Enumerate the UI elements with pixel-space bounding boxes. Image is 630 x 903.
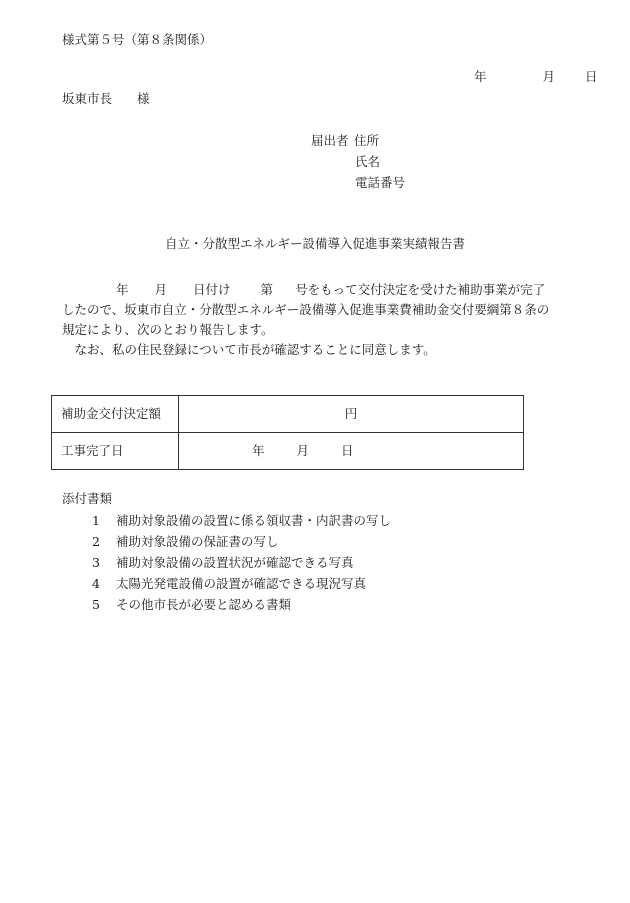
yen-unit: 円	[344, 405, 358, 421]
grant-amount-label: 補助金交付決定額	[52, 396, 179, 433]
form-number: 様式第５号（第８条関係）	[62, 32, 213, 47]
body-line-1	[62, 280, 572, 300]
date-day: 日	[585, 69, 598, 84]
list-item: 5 その他市長が必要と認める書類	[92, 597, 292, 612]
completion-day: 日	[341, 442, 354, 458]
completion-date-field	[179, 433, 524, 470]
body-dai: 第	[260, 282, 274, 297]
completion-month: 月	[296, 442, 310, 458]
submission-date	[474, 71, 598, 84]
date-year: 年	[474, 69, 487, 84]
body-line-2: したので、坂東市自立・分散型エネルギー設備導入促進事業費補助金交付要綱第８条の	[62, 302, 550, 317]
attachments-title: 添付書類	[62, 491, 113, 506]
attachments-list	[92, 514, 391, 619]
list-item: 4 太陽光発電設備の設置が確認できる現況写真	[92, 576, 367, 591]
applicant-name-label: 氏名	[355, 154, 381, 169]
info-table	[51, 395, 524, 470]
table-row	[52, 396, 524, 433]
applicant-label: 届出者	[311, 133, 349, 148]
date-month: 月	[542, 69, 556, 84]
grant-amount-field	[179, 396, 524, 433]
addressee: 坂東市長 様	[62, 91, 150, 106]
report-body	[62, 280, 572, 360]
body-month: 月	[154, 282, 168, 297]
document-title: 自立・分散型エネルギー設備導入促進事業実績報告書	[164, 236, 465, 251]
list-item: 2 補助対象設備の保証書の写し	[92, 534, 279, 549]
body-line-1-rest: 号をもって交付決定を受けた補助事業が完了	[295, 282, 546, 297]
body-day-dated: 日付け	[193, 282, 231, 297]
list-item: 1 補助対象設備の設置に係る領収書・内訳書の写し	[92, 513, 392, 528]
completion-year: 年	[252, 442, 265, 458]
completion-date-label: 工事完了日	[52, 433, 179, 470]
applicant-address-label: 住所	[354, 133, 380, 148]
body-line-3: 規定により、次のとおり報告します。	[62, 322, 274, 337]
table-row	[52, 433, 524, 470]
body-line-4: なお、私の住民登録について市長が確認することに同意します。	[62, 342, 436, 357]
applicant-phone-label: 電話番号	[355, 175, 406, 190]
body-year: 年	[116, 282, 129, 297]
list-item: 3 補助対象設備の設置状況が確認できる写真	[92, 555, 354, 570]
